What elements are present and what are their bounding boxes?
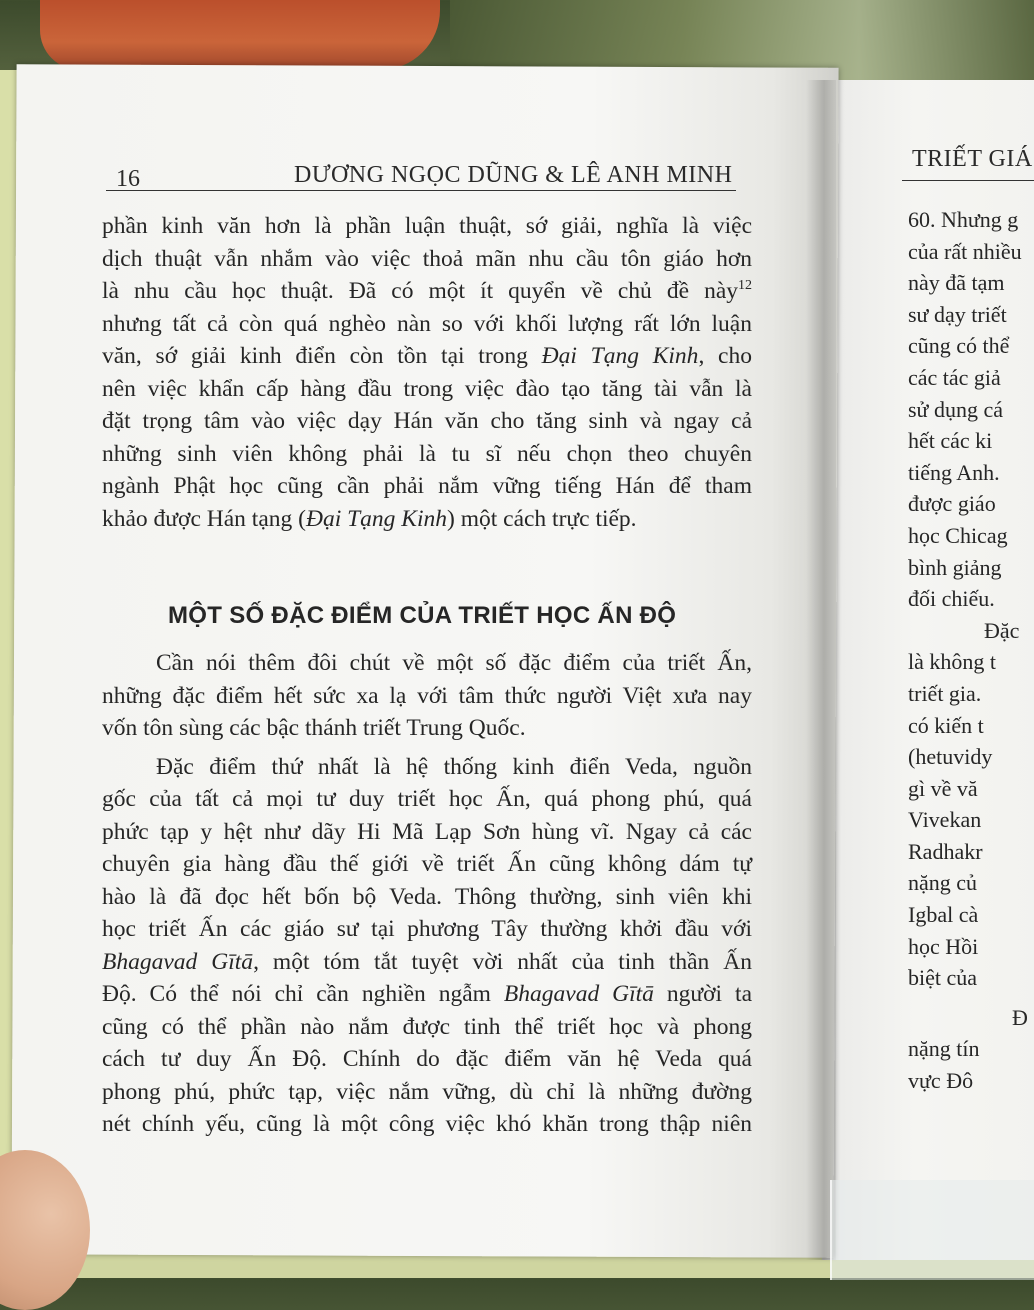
text-line: phần kinh văn hơn là phần luận thuật, sớ giải, nghĩa là việc xyxy=(102,213,752,239)
text-line: hết các ki xyxy=(908,428,993,454)
footnote-ref: 12 xyxy=(738,278,752,294)
text-line: hào là đã đọc hết bốn bộ Veda. Thông thường, sinh viên khi xyxy=(102,883,752,910)
text-line: những đặc điểm hết sức xa lạ với tâm thức người Việt xưa nay xyxy=(102,682,752,709)
text-line: cũng có thể xyxy=(908,333,1010,359)
running-head: DƯƠNG NGỌC DŨNG & LÊ ANH MINH xyxy=(294,162,733,188)
right-page-body xyxy=(908,204,1034,1097)
text-line: được giáo xyxy=(908,491,996,517)
text-line: các tác giả xyxy=(908,364,1001,390)
text-line: học Chicag xyxy=(908,522,1008,548)
text-line: Độ. Có thể nói chỉ cần nghiền ngẫm Bhagavad Gītā người ta xyxy=(102,981,753,1007)
book-spine-shadow xyxy=(806,80,836,1260)
text-line: đặt trọng tâm vào việc dạy Hán văn cho tăng sinh và ngay cả xyxy=(102,408,752,434)
text-line: khảo được Hán tạng (Đại Tạng Kinh) một cách trực tiếp. xyxy=(102,505,637,532)
left-page-body xyxy=(102,210,752,1141)
text-line: Đặc điểm thứ nhất là hệ thống kinh điển Veda, nguồn xyxy=(156,753,752,780)
text-line: triết gia. xyxy=(908,680,982,706)
text-line: Vivekan xyxy=(908,807,982,833)
text-line: Igbal cà xyxy=(908,902,979,928)
text-line: Bhagavad Gītā, một tóm tắt tuyệt vời nhất của tinh thần Ấn xyxy=(102,948,752,975)
text-line: này đã tạm xyxy=(908,270,1005,296)
text-line: vốn tôn sùng các bậc thánh triết Trung Quốc. xyxy=(102,715,526,741)
text-line: gốc của tất cả mọi tư duy triết học Ấn, quá phong phú, quá xyxy=(102,786,752,812)
text-line: Đặc xyxy=(984,617,1020,643)
text-line: chuyên gia hàng đầu thế giới về triết Ấn cũng không dám tự xyxy=(102,851,752,877)
text-line: gì về vă xyxy=(908,775,978,801)
text-line: cách tư duy Ấn Độ. Chính do đặc điểm văn hệ Veda quá xyxy=(102,1046,752,1072)
right-header-rule xyxy=(902,180,1034,181)
acrylic-book-stand xyxy=(830,1180,1034,1280)
text-line: 60. Nhưng g xyxy=(908,207,1019,232)
text-line: nét chính yếu, cũng là một công việc khó khăn trong thập niên xyxy=(102,1111,752,1137)
text-line: cũng có thể phần nào nắm được tinh thể triết học và phong xyxy=(102,1013,752,1040)
text-line: vực Đô xyxy=(908,1068,974,1094)
text-line: là nhu cầu học thuật. Đã có một ít quyển về chủ đề này$^{12}$ xyxy=(102,278,752,304)
section-heading: MỘT SỐ ĐẶC ĐIỂM CỦA TRIẾT HỌC ẤN ĐỘ xyxy=(168,602,677,629)
text-line: ngành Phật học cũng cần phải nắm vững tiếng Hán để tham xyxy=(102,473,752,499)
text-line: là không t xyxy=(908,649,996,675)
background-umbrella xyxy=(40,0,440,70)
text-line: học Hồi xyxy=(908,933,979,959)
text-line: Cần nói thêm đôi chút về một số đặc điểm của triết Ấn, xyxy=(156,650,752,676)
text-line: (hetuvidy xyxy=(908,744,993,770)
text-line: nhưng tất cả còn quá nghèo nàn so với khối lượng rất lớn luận xyxy=(102,310,752,337)
text-line: nặng tín xyxy=(908,1036,980,1062)
text-line: văn, sớ giải kinh điển còn tồn tại trong Đại Tạng Kinh, cho xyxy=(102,343,752,369)
text-line: nặng củ xyxy=(908,870,978,896)
text-line: phong phú, phức tạp, việc nắm vững, dù chỉ là những đường xyxy=(102,1078,752,1105)
text-line: học triết Ấn các giáo sư tại phương Tây thường khởi đầu với xyxy=(102,916,752,942)
text-line: biệt của xyxy=(908,965,978,991)
text-line: Đ xyxy=(1012,1004,1028,1030)
page-number: 16 xyxy=(116,166,140,192)
text-line: phức tạp y hệt như dãy Hi Mã Lạp Sơn hùng vĩ. Ngay cả các xyxy=(102,818,752,845)
text-line: dịch thuật vẫn nhắm vào việc thoả mãn nhu cầu tôn giáo hơn xyxy=(102,245,752,272)
text-line: những sinh viên không phải là tu sĩ nếu chọn theo chuyên xyxy=(102,440,752,467)
text-line: đối chiếu. xyxy=(908,586,995,612)
text-line: tiếng Anh. xyxy=(908,459,1000,485)
text-line: sư dạy triết xyxy=(908,301,1007,327)
text-line: nên việc khẩn cấp hàng đầu trong việc đào tạo tăng tài vẫn là xyxy=(102,375,752,402)
text-line: có kiến t xyxy=(908,712,984,738)
text-line: của rất nhiều xyxy=(908,238,1022,264)
text-line: bình giảng xyxy=(908,554,1002,580)
text-line: Radhakr xyxy=(908,838,983,864)
text-line: sử dụng cá xyxy=(908,396,1004,422)
left-page-header xyxy=(106,160,736,191)
right-running-head: TRIẾT GIÁ xyxy=(912,146,1033,172)
